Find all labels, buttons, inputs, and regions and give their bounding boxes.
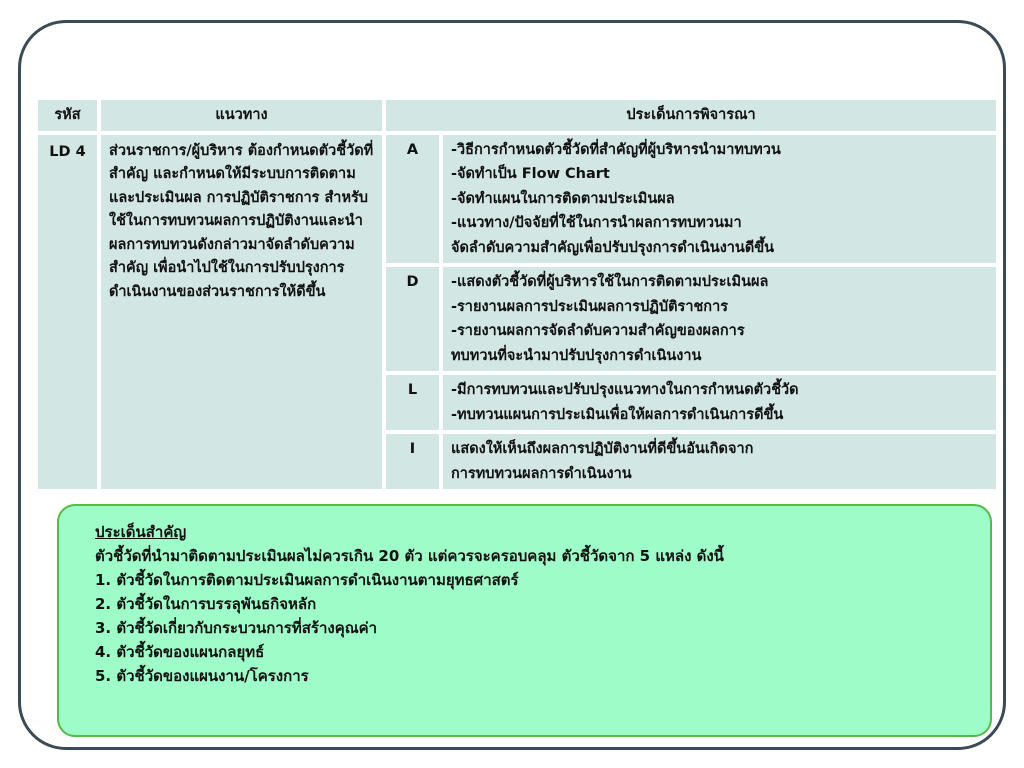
letter-i: I [386,434,439,489]
key-points-line: 4. ตัวชี้วัดของแผนกลยุทธ์ [95,643,265,661]
criteria-line: -จัดทำแผนในการติดตามประเมินผล [451,190,675,207]
criteria-table [34,96,1000,493]
header-considerations: ประเด็นการพิจารณา [386,100,996,131]
criteria-line: การทบทวนผลการดำเนินงาน [451,465,632,482]
key-points-box [57,504,992,737]
key-points-line: 3. ตัวชี้วัดเกี่ยวกับกระบวนการที่สร้างคุณค่า [95,619,378,637]
table-header-row [38,100,996,131]
criteria-l [443,375,996,430]
table-row [38,135,996,264]
criteria-i [443,434,996,489]
criteria-line: -ทบทวนแผนการประเมินเพื่อให้ผลการดำเนินการดีขึ้น [451,406,784,423]
criteria-line: -จัดทำเป็น Flow Chart [451,166,610,182]
header-code: รหัส [38,100,97,131]
key-points-line: 2. ตัวชี้วัดในการบรรลุพันธกิจหลัก [95,595,317,613]
letter-l: L [386,375,439,430]
key-points-line: 1. ตัวชี้วัดในการติดตามประเมินผลการดำเนินงานตามยุทธศาสตร์ [95,571,519,589]
header-approach: แนวทาง [101,100,382,131]
letter-d: D [386,267,439,371]
criteria-line: -วิธีการกำหนดตัวชี้วัดที่สำคัญที่ผู้บริหารนำมาทบทวน [451,141,781,158]
key-points-line: 5. ตัวชี้วัดของแผนงาน/โครงการ [95,667,309,685]
criteria-a [443,135,996,264]
key-points-heading: ประเด็นสำคัญ [95,523,187,541]
criteria-line: ทบทวนที่จะนำมาปรับปรุงการดำเนินงาน [451,347,702,364]
letter-a: A [386,135,439,264]
criteria-line: แสดงให้เห็นถึงผลการปฏิบัติงานที่ดีขึ้นอันเกิดจาก [451,441,754,457]
key-points-line: ตัวชี้วัดที่นำมาติดตามประเมินผลไม่ควรเกิน 20 ตัว แต่ควรจะครอบคลุม ตัวชี้วัดจาก 5 แหล่ง ดังนี้ [95,547,724,565]
criteria-d [443,267,996,371]
criteria-line: -รายงานผลการจัดลำดับความสำคัญของผลการ [451,323,745,339]
approach-cell: ส่วนราชการ/ผู้บริหาร ต้องกำหนดตัวชี้วัดที่สำคัญ และกำหนดให้มีระบบการติดตามและประเมินผล การปฏิบัติราชการ สำหรับใช้ในการทบทวนผลการปฏิบัติงานและนำผลการทบทวนดังกล่าวมาจัดลำดับความสำคัญ เพื่อนำไปใช้ในการปรับปรุงการดำเนินงานของส่วนราชการให้ดีขึ้น [101,135,382,490]
criteria-line: จัดลำดับความสำคัญเพื่อปรับปรุงการดำเนินงานดีขึ้น [451,239,775,256]
criteria-line: -รายงานผลการประเมินผลการปฏิบัติราชการ [451,298,729,315]
criteria-line: -แนวทาง/ปัจจัยที่ใช้ในการนำผลการทบทวนมา [451,215,742,231]
code-cell: LD 4 [38,135,97,490]
criteria-line: -มีการทบทวนและปรับปรุงแนวทางในการกำหนดตัวชี้วัด [451,382,799,398]
criteria-line: -แสดงตัวชี้วัดที่ผู้บริหารใช้ในการติดตามประเมินผล [451,274,769,290]
